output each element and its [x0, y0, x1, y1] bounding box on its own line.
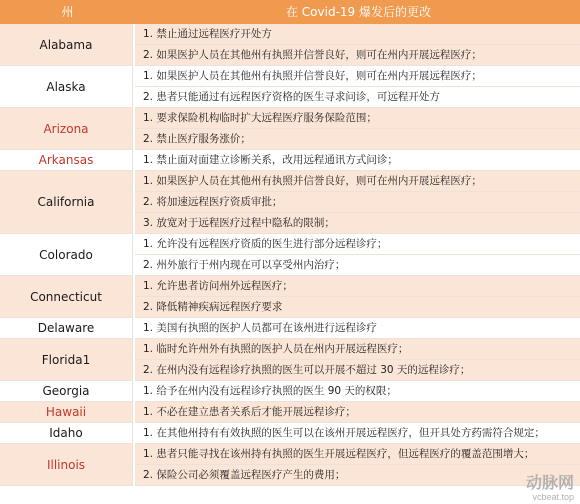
policy-item: 1. 如果医护人员在其他州有执照并信誉良好，则可在州内开展远程医疗；	[135, 66, 580, 87]
policy-item: 2. 将加速远程医疗资质审批；	[135, 192, 580, 213]
state-name: Alabama	[0, 24, 133, 66]
policy-item: 2. 降低精神疾病远程医疗要求	[135, 297, 580, 318]
policy-item: 1. 如果医护人员在其他州有执照并信誉良好，则可在州内开展远程医疗；	[135, 171, 580, 192]
policy-item: 1. 在其他州持有有效执照的医生可以在该州开展远程医疗，但开具处方药需符合规定；	[135, 423, 580, 444]
policy-item: 2. 保险公司必须覆盖远程医疗产生的费用；	[135, 465, 580, 486]
policy-item: 1. 禁止面对面建立诊断关系，改用远程通讯方式问诊；	[135, 150, 580, 171]
state-name: California	[0, 171, 133, 234]
policy-item: 1. 不必在建立患者关系后才能开展远程诊疗；	[135, 402, 580, 423]
header-state: 州	[61, 5, 74, 19]
watermark-url: vcbeat.top	[532, 492, 574, 502]
table-header	[0, 0, 580, 24]
state-name: Arizona	[0, 108, 133, 150]
state-name: Colorado	[0, 234, 133, 276]
policy-item: 1. 给予在州内没有远程诊疗执照的医生 90 天的权限；	[135, 381, 580, 402]
policy-item: 1. 允许没有远程医疗资质的医生进行部分远程诊疗；	[135, 234, 580, 255]
policy-item: 2. 在州内没有远程诊疗执照的医生可以开展不超过 30 天的远程诊疗；	[135, 360, 580, 381]
policy-item: 2. 患者只能通过有远程医疗资格的医生寻求问诊，可远程开处方	[135, 87, 580, 108]
state-name: Arkansas	[0, 150, 133, 171]
state-name: Connecticut	[0, 276, 133, 318]
state-name: Delaware	[0, 318, 133, 339]
policy-item: 1. 允许患者访问州外远程医疗；	[135, 276, 580, 297]
policy-item: 2. 州外旅行于州内现在可以享受州内治疗；	[135, 255, 580, 276]
state-name: Illinois	[0, 444, 133, 486]
policy-item: 1. 要求保险机构临时扩大远程医疗服务保险范围；	[135, 108, 580, 129]
policy-item: 1. 禁止通过远程医疗开处方	[135, 24, 580, 45]
policy-item: 1. 美国有执照的医护人员都可在该州进行远程诊疗	[135, 318, 580, 339]
state-name: Florida1	[0, 339, 133, 381]
policy-item: 1. 患者只能寻找在该州持有执照的医生开展远程医疗，但远程医疗的覆盖范围增大；	[135, 444, 580, 465]
policy-item: 2. 如果医护人员在其他州有执照并信誉良好，则可在州内开展远程医疗；	[135, 45, 580, 66]
watermark	[526, 476, 574, 502]
watermark-logo-text: 动脉网	[525, 475, 574, 492]
state-name: Hawaii	[0, 402, 133, 423]
header-changes: 在 Covid-19 爆发后的更改	[285, 5, 431, 19]
policy-item: 1. 临时允许州外有执照的医护人员在州内开展远程医疗；	[135, 339, 580, 360]
policy-item: 3. 放宽对于远程医疗过程中隐私的限制；	[135, 213, 580, 234]
state-name: Georgia	[0, 381, 133, 402]
state-name: Alaska	[0, 66, 133, 108]
state-name: Idaho	[0, 423, 133, 444]
policy-item: 2. 禁止医疗服务涨价；	[135, 129, 580, 150]
